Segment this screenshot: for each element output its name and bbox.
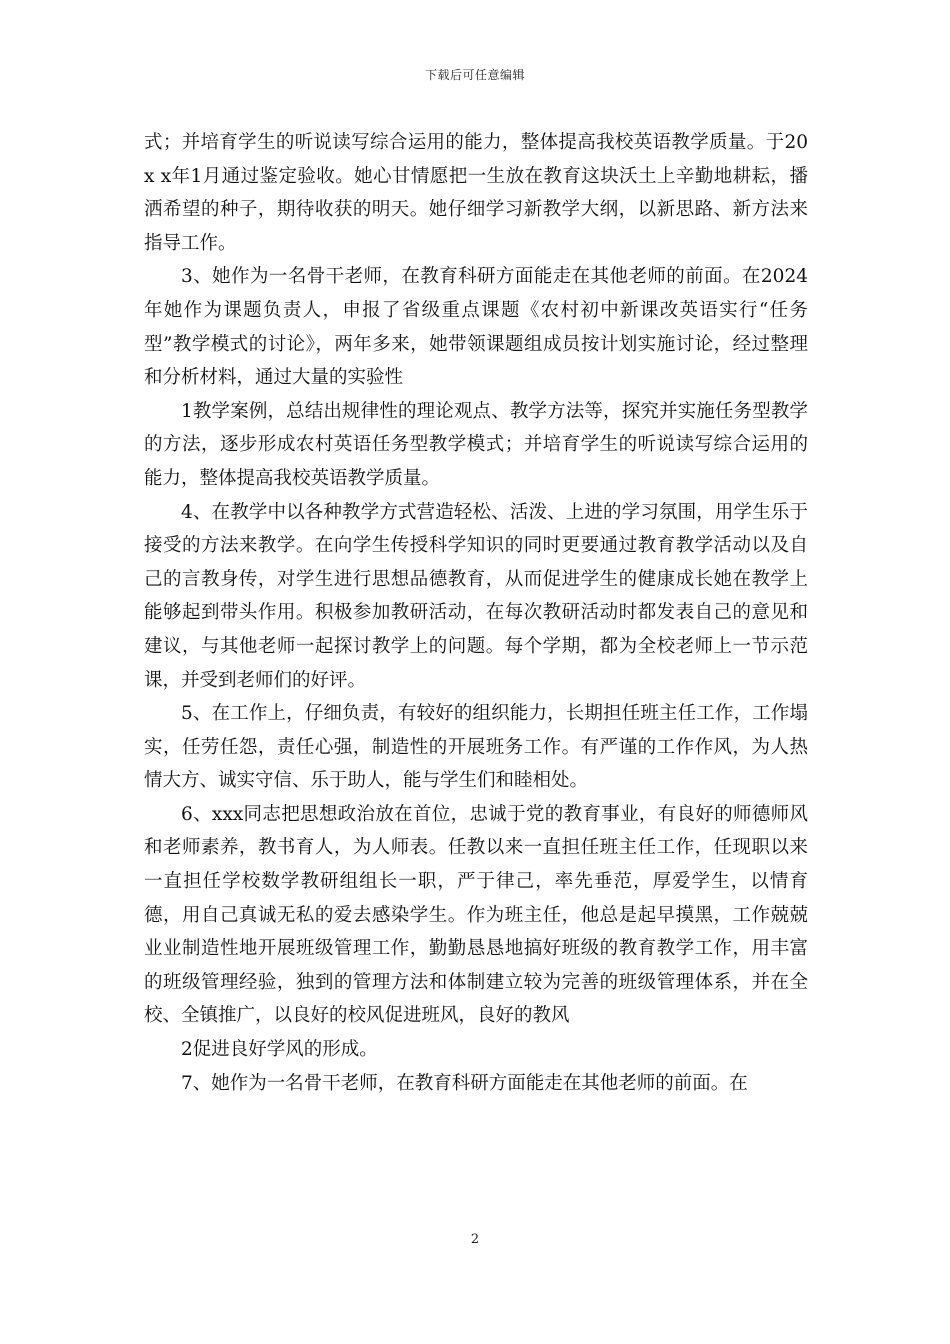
paragraph-item-6: 6、xxx同志把思想政治放在首位，忠诚于党的教育事业，有良好的师德师风和老师素养，教书育人，为人师表。任教以来一直担任班主任工作，任现职以来一直担任学校数学教研组组长一职，严于律己，率先垂范，厚爱学生，以情育德，用自己真诚无私的爱去感染学生。作为班主任，他总是起早摸黑，工作兢兢业业制造性地开展班级管理工作，勤勤恳恳地搞好班级的教育教学工作，用丰富的班级管理经验，独到的管理方法和体制建立较为完善的班级管理体系，并在全校、全镇推广，以良好的校风促进班风，良好的教风 [144, 803, 808, 1027]
page-number: 2 [470, 1232, 480, 1247]
paragraph-item-7: 7、她作为一名骨干老师，在教育科研方面能走在其他老师的前面。在 [181, 1072, 748, 1094]
page-header: 下载后可任意编辑 [424, 68, 525, 82]
paragraph-item-3: 3、她作为一名骨干老师，在教育科研方面能走在其他老师的前面。在2024年她作为课题负责人，申报了省级重点课题《农村初中新课改英语实行“任务型”教学模式的讨论》，两年多来，她带领课题组成员按计划实施讨论，经过整理和分析材料，通过大量的实验性 [144, 266, 808, 389]
paragraph-teaching-cases: 1教学案例，总结出规律性的理论观点、教学方法等，探究并实施任务型教学的方法，逐步形成农村英语任务型教学模式；并培育学生的听说读写综合运用的能力，整体提高我校英语教学质量。 [144, 400, 808, 489]
paragraph-continuation: 式；并培育学生的听说读写综合运用的能力，整体提高我校英语教学质量。于20 x x年1月通过鉴定验收。她心甘情愿把一生放在教育这块沃土上辛勤地耕耘，播洒希望的种子，期待收获的明天。她仔细学习新教学大纲，以新思路、新方法来指导工作。 [144, 132, 808, 254]
paragraph-item-4: 4、在教学中以各种教学方式营造轻松、活泼、上进的学习氛围，用学生乐于接受的方法来教学。在向学生传授科学知识的同时更要通过教育教学活动以及自己的言教身传，对学生进行思想品德教育，从而促进学生的健康成长她在教学上能够起到带头作用。积极参加教研活动，在每次教研活动时都发表自己的意见和建议，与其他老师一起探讨教学上的问题。每个学期，都为全校老师上一节示范课，并受到老师们的好评。 [144, 501, 808, 691]
paragraph-study-style: 2促进良好学风的形成。 [181, 1039, 378, 1061]
paragraph-item-5: 5、在工作上，仔细负责，有较好的组织能力，长期担任班主任工作，工作塌实，任劳任怨，责任心强，制造性的开展班务工作。有严谨的工作作风，为人热情大方、诚实守信、乐于助人，能与学生们和睦相处。 [144, 703, 808, 792]
document-body [144, 126, 808, 1100]
